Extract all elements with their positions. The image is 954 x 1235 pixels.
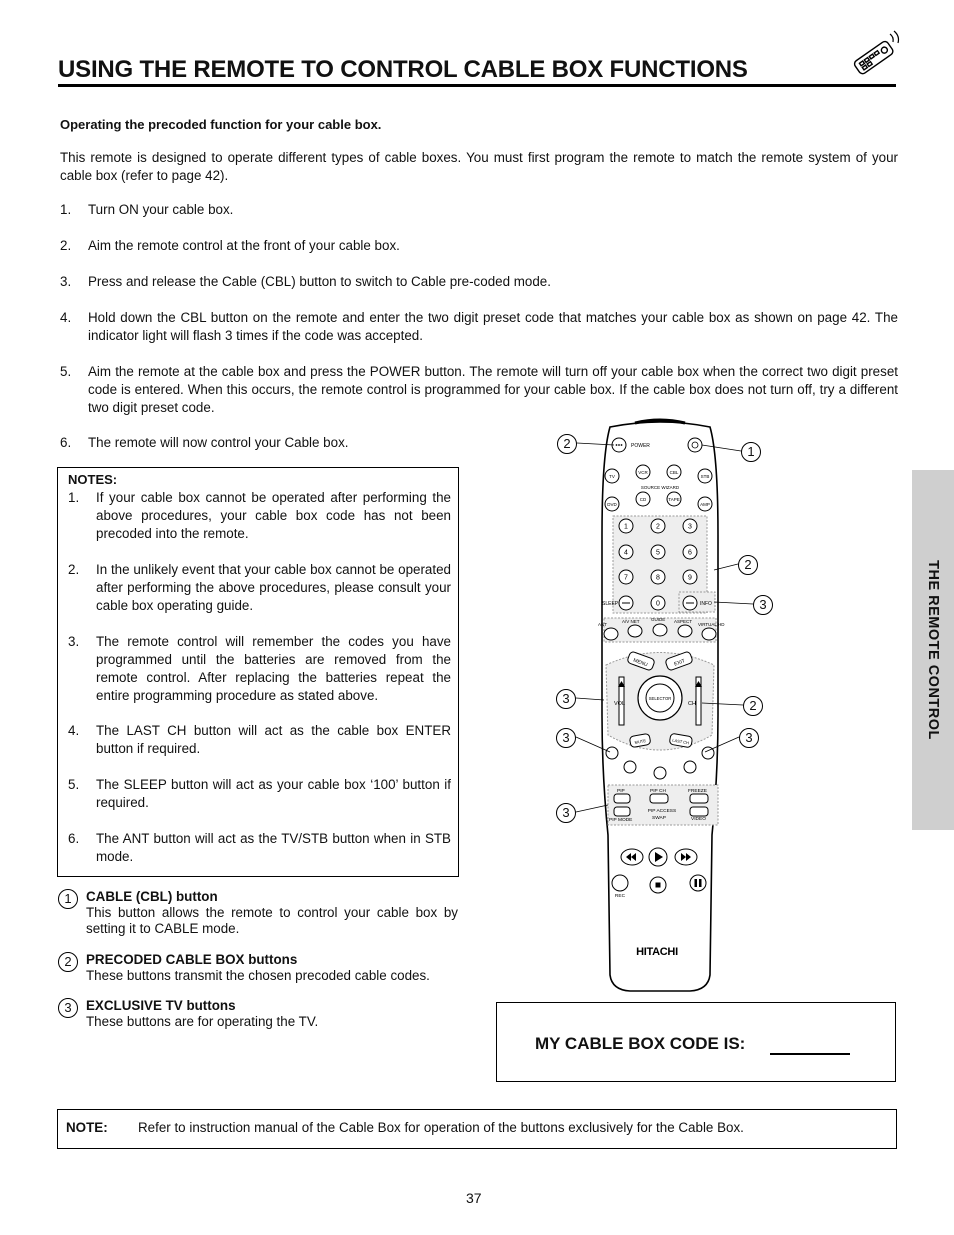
step-number: 3.: [60, 274, 72, 289]
pip-label: FREEZE: [688, 789, 707, 794]
callout-marker: 3: [739, 728, 759, 748]
digit-label: 1: [624, 523, 628, 531]
func-label: VIRTUAL HD: [698, 622, 725, 627]
step-text: Aim the remote control at the front of your cable box.: [88, 238, 400, 253]
note-number: 4.: [68, 723, 80, 738]
exit-label: EXIT: [673, 658, 686, 668]
step-text: Hold down the CBL button on the remote and enter the two digit preset code that matches your cable box as shown on page 42. The indicator light will flash 3 times if the code was accepted.: [88, 310, 898, 343]
legend-text: These buttons transmit the chosen precoded cable codes.: [86, 968, 430, 983]
digit-label: 2: [656, 523, 660, 531]
subheading: Operating the precoded function for your cable box.: [60, 117, 382, 132]
source-label: TAPE: [668, 497, 680, 502]
source-label: CBL: [669, 470, 679, 475]
source-label: AMP: [700, 502, 710, 507]
note-number: 6.: [68, 831, 80, 846]
power-label: POWER: [631, 443, 650, 449]
callout-marker: 1: [741, 442, 761, 462]
digit-label: 9: [688, 574, 692, 582]
cable-code-box: [496, 1002, 896, 1082]
legend-marker: 3: [58, 998, 78, 1018]
last-ch-label: LAST CH: [672, 737, 690, 746]
step-number: 6.: [60, 435, 72, 450]
note-number: 3.: [68, 634, 80, 649]
legend-heading: EXCLUSIVE TV buttons: [86, 998, 236, 1013]
note-text: The remote control will remember the codes you have programmed until the batteries are removed from the remote control. After replacing the batteries repeat the entire programming procedure as stated above.: [96, 634, 451, 703]
legend-text: These buttons are for operating the TV.: [86, 1014, 319, 1029]
note-text: If your cable box cannot be operated after performing the above procedures, your cable box code has not been precoded into the remote.: [96, 490, 451, 541]
selector-label: SELECTOR: [648, 696, 672, 701]
note-text: The SLEEP button will act as your cable box ‘100’ button if required.: [96, 777, 451, 810]
vol-label: VOL: [614, 701, 626, 707]
ch-label: CH: [688, 701, 696, 707]
func-label: A/V NET: [622, 619, 640, 624]
note-number: 2.: [68, 562, 80, 577]
digit-label: 6: [688, 549, 692, 557]
step-text: Press and release the Cable (CBL) button to switch to Cable pre-coded mode.: [88, 274, 551, 289]
bottom-note-box: [57, 1109, 897, 1149]
callout-marker: 3: [556, 803, 576, 823]
legend-heading: PRECODED CABLE BOX buttons: [86, 952, 298, 967]
info-label: INFO: [700, 601, 712, 607]
note-number: 1.: [68, 490, 80, 505]
menu-label: MENU: [632, 657, 649, 669]
source-wizard-label: SOURCE WIZARD: [640, 485, 680, 490]
pip-label: PIP CH: [650, 789, 666, 794]
page-number: 37: [466, 1190, 482, 1206]
callout-marker: 2: [743, 696, 763, 716]
source-label: STB: [700, 474, 710, 479]
step-text: The remote will now control your Cable box.: [88, 435, 349, 450]
pip-access-label: PIP ACCESS: [647, 809, 677, 814]
func-label: ASPECT: [674, 619, 693, 624]
page-title: USING THE REMOTE TO CONTROL CABLE BOX FUNCTIONS: [58, 56, 748, 83]
rec-label: REC: [614, 894, 626, 899]
callout-marker: 2: [557, 434, 577, 454]
digit-label: 3: [688, 523, 692, 531]
remote-brand: HITACHI: [636, 946, 678, 958]
source-label: CD: [639, 497, 647, 502]
intro-paragraph: This remote is designed to operate different types of cable boxes. You must first program the remote to match the remote system of your cable box (refer to page 42).: [60, 150, 898, 183]
digit-label: 7: [624, 574, 628, 582]
pip-label: SWAP: [652, 816, 666, 821]
pip-label: PIP: [617, 789, 625, 794]
step-number: 4.: [60, 310, 72, 325]
source-label: DVD: [607, 502, 617, 507]
note-number: 5.: [68, 777, 80, 792]
func-label: ANT: [598, 622, 607, 627]
func-label: GUIDE: [651, 617, 666, 622]
digit-label: 5: [656, 549, 660, 557]
legend-heading: CABLE (CBL) button: [86, 889, 218, 904]
step-text: Aim the remote at the cable box and press the POWER button. The remote will turn off your cable box when the correct two digit preset code is entered. When this occurs, the remote control is programmed for your cable box. If the cable box does not turn off, try a different two digit preset code.: [88, 364, 898, 415]
step-text: Turn ON your cable box.: [88, 202, 234, 217]
source-label: VCR: [638, 470, 648, 475]
legend-marker: 1: [58, 889, 78, 909]
side-tab-label: THE REMOTE CONTROL: [925, 560, 941, 740]
callout-marker: 3: [753, 595, 773, 615]
note-text: The LAST CH button will act as the cable box ENTER button if required.: [96, 723, 451, 756]
legend-text: This button allows the remote to control your cable box by setting it to CABLE mode.: [86, 905, 458, 936]
note-text: The ANT button will act as the TV/STB button when in STB mode.: [96, 831, 451, 864]
digit-label: 4: [624, 549, 628, 557]
sleep-label: SLEEP: [602, 601, 619, 607]
bottom-note-label: NOTE:: [66, 1120, 108, 1135]
cable-code-label: MY CABLE BOX CODE IS:: [535, 1034, 746, 1053]
callout-marker: 2: [738, 555, 758, 575]
step-number: 5.: [60, 364, 72, 379]
callout-marker: 3: [556, 689, 576, 709]
callout-marker: 3: [556, 728, 576, 748]
source-label: TV: [609, 474, 615, 479]
pip-label: VIDEO: [691, 817, 706, 822]
bottom-note-text: Refer to instruction manual of the Cable Box for operation of the buttons exclusively for the Cable Box.: [138, 1120, 744, 1135]
legend-marker: 2: [58, 952, 78, 972]
notes-heading: NOTES:: [68, 472, 118, 487]
step-number: 1.: [60, 202, 72, 217]
digit-label: 0: [656, 600, 660, 608]
mute-label: MUTE: [634, 738, 647, 745]
note-text: In the unlikely event that your cable box cannot be operated after performing the above procedures, please consult your cable box operating guide.: [96, 562, 451, 613]
digit-label: 8: [656, 574, 660, 582]
cable-code-blank: [770, 1053, 850, 1055]
pip-label: PIP MODE: [609, 818, 633, 823]
step-number: 2.: [60, 238, 72, 253]
